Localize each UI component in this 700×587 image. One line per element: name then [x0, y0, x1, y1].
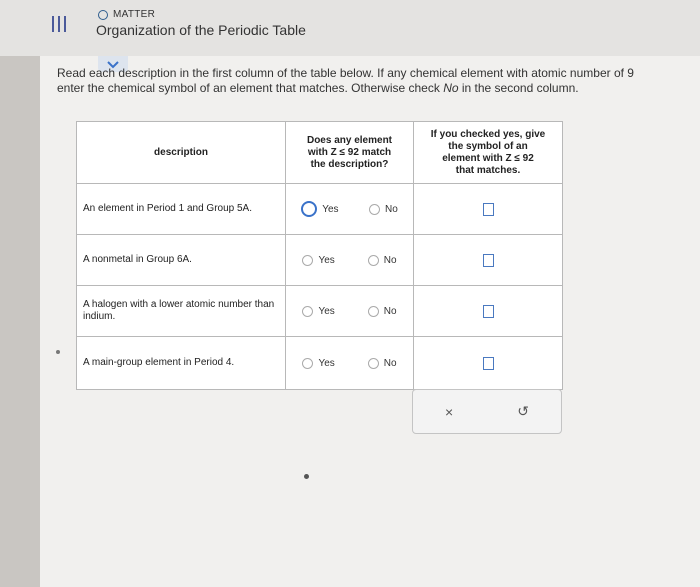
- radio-icon: [369, 204, 380, 215]
- column-header-match-line: with Z ≤ 92 match: [307, 146, 392, 158]
- yes-radio[interactable]: [302, 306, 334, 317]
- answer-actions: [412, 389, 562, 434]
- yes-radio[interactable]: [301, 201, 338, 217]
- radio-icon: [302, 358, 313, 369]
- column-header-match: [286, 122, 414, 184]
- symbol-cell: [414, 184, 563, 235]
- table-row: [77, 337, 563, 390]
- radio-icon: [368, 306, 379, 317]
- match-cell: [286, 235, 414, 286]
- column-header-symbol-line: that matches.: [455, 164, 521, 176]
- undo-button[interactable]: ↺: [517, 403, 529, 419]
- yes-label: Yes: [322, 203, 339, 215]
- symbol-cell: [414, 286, 563, 337]
- row-description: A nonmetal in Group 6A.: [77, 235, 286, 286]
- no-radio[interactable]: [368, 306, 397, 317]
- symbol-cell: [414, 235, 563, 286]
- yes-label: Yes: [318, 305, 335, 317]
- question-table: [76, 121, 563, 390]
- match-cell: [286, 286, 414, 337]
- no-radio[interactable]: [368, 255, 397, 266]
- radio-icon: [302, 255, 313, 266]
- table-row: [77, 286, 563, 337]
- row-description: A halogen with a lower atomic number than indium.: [77, 286, 286, 337]
- column-header-symbol-line: element with Z ≤ 92: [442, 152, 534, 164]
- no-radio[interactable]: [368, 358, 397, 369]
- yes-radio[interactable]: [302, 358, 334, 369]
- match-cell: [286, 337, 414, 390]
- symbol-input[interactable]: [483, 203, 494, 216]
- yes-radio[interactable]: [302, 255, 334, 266]
- instructions-line-2: [57, 81, 697, 96]
- match-cell: [286, 184, 414, 235]
- column-header-match-line: Does any element: [306, 134, 393, 146]
- yes-label: Yes: [318, 357, 335, 369]
- instructions-line-2-pre: enter the chemical symbol of an element that matches. Otherwise check: [57, 81, 444, 95]
- row-description: An element in Period 1 and Group 5A.: [77, 184, 286, 235]
- decorative-dot: [304, 474, 309, 479]
- radio-icon: [368, 255, 379, 266]
- symbol-cell: [414, 337, 563, 390]
- app-header: [0, 0, 700, 56]
- no-label: No: [384, 203, 398, 215]
- no-radio[interactable]: [369, 201, 398, 217]
- radio-selected-icon: [301, 201, 317, 217]
- symbol-input[interactable]: [483, 357, 494, 370]
- page-title: Organization of the Periodic Table: [96, 22, 306, 38]
- radio-icon: [368, 358, 379, 369]
- column-header-description: description: [77, 122, 286, 184]
- column-header-symbol-line: the symbol of an: [448, 140, 528, 152]
- decorative-dot: [56, 350, 60, 354]
- clear-button[interactable]: ×: [445, 403, 454, 420]
- progress-circle-icon: [98, 10, 108, 20]
- instructions-line-1: Read each description in the first column of the table below. If any chemical element with atomic number of 9: [57, 66, 634, 80]
- column-header-symbol-line: If you checked yes, give: [430, 128, 546, 140]
- symbol-input[interactable]: [483, 305, 494, 318]
- column-header-match-line: the description?: [310, 158, 389, 170]
- row-description: A main-group element in Period 4.: [77, 337, 286, 390]
- symbol-input[interactable]: [483, 254, 494, 267]
- column-header-symbol: [414, 122, 563, 184]
- no-label: No: [383, 305, 397, 317]
- instructions-line-2-em: No: [443, 81, 459, 95]
- table-row: [77, 235, 563, 286]
- no-label: No: [383, 357, 397, 369]
- instructions: [57, 66, 697, 96]
- table-row: [77, 184, 563, 235]
- topic-breadcrumb: [98, 9, 155, 20]
- menu-icon[interactable]: [52, 16, 66, 32]
- radio-icon: [302, 306, 313, 317]
- topic-label: MATTER: [113, 9, 156, 20]
- no-label: No: [383, 254, 397, 266]
- instructions-line-2-post: in the second column.: [458, 81, 579, 95]
- yes-label: Yes: [318, 254, 335, 266]
